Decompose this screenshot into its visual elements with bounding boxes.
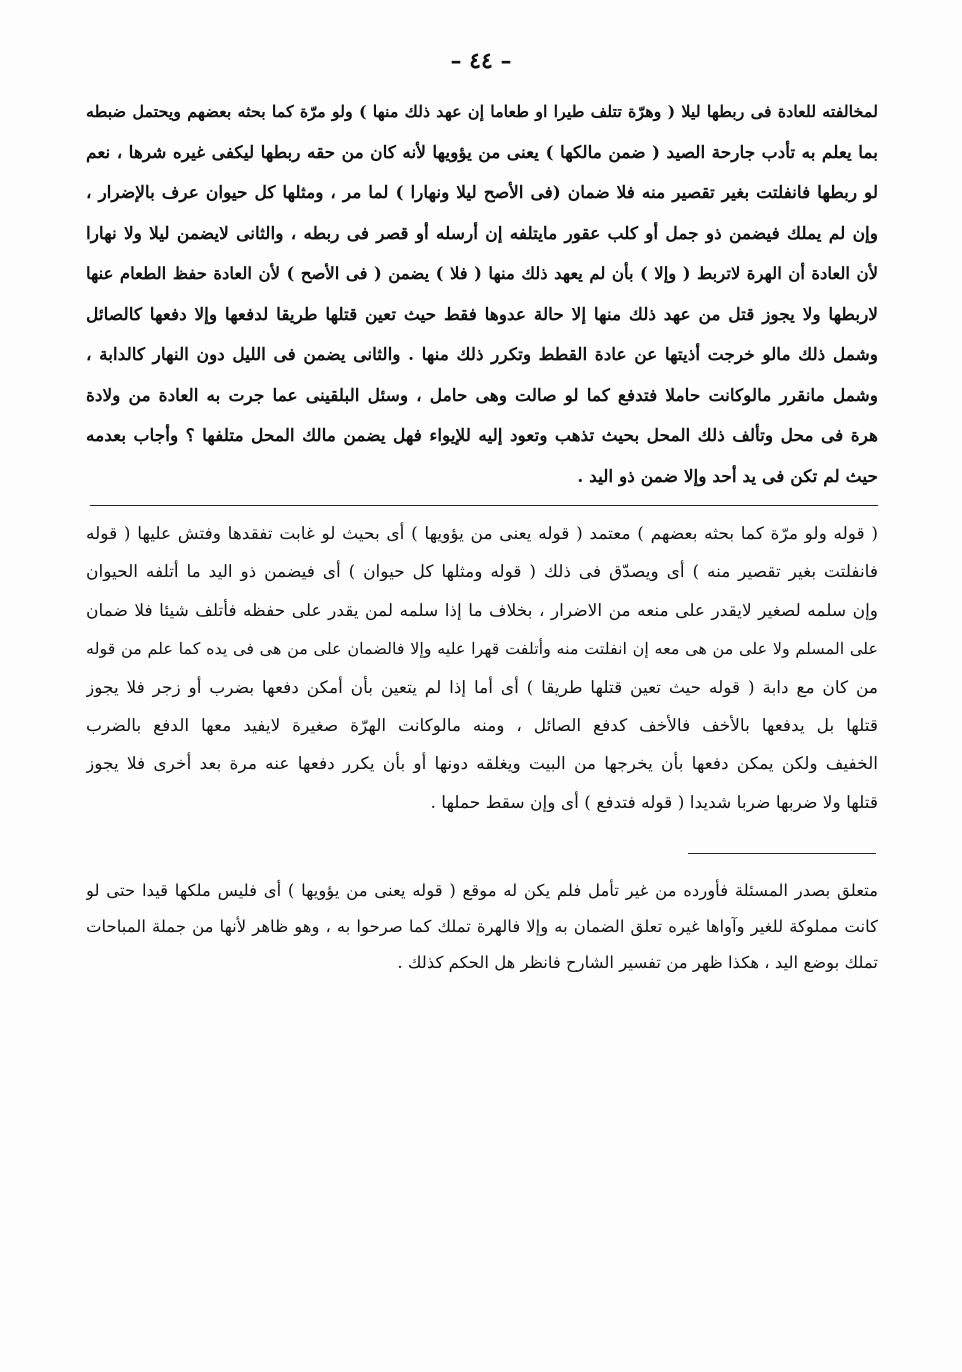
main-text-line: لو ربطها فانفلتت بغير تقصير منه فلا ضمان (فى الأصح ليلا ونهارا ) لما مر ، ومثلها كل حيوان عرف بالإضرار ، xyxy=(86,183,878,203)
commentary-line: وإن سلمه لصغير لايقدر على منعه من الاضرار ، بخلاف ما إذا سلمه لمن يقدر على حفظه فأتلف شيئا فلا ضمان xyxy=(86,600,878,621)
main-text-line: لأن العادة أن الهرة لاتربط ( وإلا ) بأن لم يعهد ذلك منها ( فلا ) يضمن ( فى الأصح ) لأن العادة حفظ الطعام عنها xyxy=(86,264,878,283)
section-divider xyxy=(90,505,878,506)
commentary-line: قتلها ولا ضربها ضربا شديدا ( قوله فتدفع ) أى وإن سقط حملها . xyxy=(430,792,878,813)
commentary-line: من كان مع دابة ( قوله حيث تعين قتلها طريقا ) أى أما إذا لم يتعين بأن أمكن دفعها بضرب أو زجر فلا يجوز xyxy=(86,677,878,698)
commentary-line: ( قوله ولو مرّة كما بحثه بعضهم ) معتمد ( قوله يعنى من يؤويها ) أى بحيث لو غابت تفقدها وفتش عليها ( قوله xyxy=(86,524,878,544)
main-text-line: هرة فى محل وتألف ذلك المحل بحيث تذهب وتعود إليه للإيواء فهل يضمن مالك المحل متلفها ؟ وأجاب بعدمه xyxy=(86,426,878,446)
main-text-line: لاربطها ولا يجوز قتل من عهد ذلك منها إلا حالة عدوها فقط حيث تعين قتلها طريقا لدفعها وإلا دفعها كالصائل xyxy=(86,304,878,325)
footnote-divider xyxy=(688,853,876,854)
commentary-line: قتلها بل يدفعها بالأخف فالأخف كدفع الصائل ، ومنه مالوكانت الهرّة صغيرة لايفيد معها الدفع بالضرب xyxy=(86,715,878,736)
main-text-line: وإن لم يملك فيضمن ذو جمل أو كلب عقور مايتلفه إن أرسله أو قصر فى ربطه ، والثانى لايضمن ليلا ولا نهارا xyxy=(86,223,878,244)
main-text-line: لمخالفته للعادة فى ربطها ليلا ( وهرّة تتلف طيرا او طعاما إن عهد ذلك منها ) ولو مرّة كما بحثه بعضهم ويحتمل ضبطه xyxy=(86,102,878,121)
page-number: – ٤٤ – xyxy=(450,48,512,74)
commentary-line: الخفيف ولكن يمكن دفعها بأن يخرجها من البيت ويغلقه دونها أو بأن يكرر دفعها عنه مرة بعد أخرى فلا يجوز xyxy=(86,754,878,775)
commentary-line: على المسلم ولا على من هى معه إن انفلتت منه وأتلفت قهرا عليه وإلا فالضمان على من هى فى يده كما علم من قوله xyxy=(86,639,878,659)
commentary-block xyxy=(86,515,878,822)
gloss-line: تملك بوضع اليد ، هكذا ظهر من تفسير الشارح فانظر هل الحكم كذلك . xyxy=(397,953,878,972)
main-text-line: بما يعلم به تأدب جارحة الصيد ( ضمن مالكها ) يعنى من يؤويها لأنه كان من حقه ربطها ليكفى غيره شرها ، نعم xyxy=(86,142,878,163)
commentary-line: فانفلتت بغير تقصير منه ) أى ويصدّق فى ذلك ( قوله ومثلها كل حيوان ) أى فيضمن ذو اليد ما أتلفه الحيوان xyxy=(86,562,878,583)
main-text-line: وشمل ذلك مالو خرجت أذيتها عن عادة القطط وتكرر ذلك منها . والثانى يضمن فى الليل دون النهار كالدابة ، xyxy=(86,345,878,365)
main-text-line: وشمل مانقرر مالوكانت حاملا فتدفع كما لو صالت وهى حامل ، وسئل البلقينى عما جرت به العادة من ولادة xyxy=(86,385,878,406)
main-text-line: حيث لم تكن فى يد أحد وإلا ضمن ذو اليد . xyxy=(577,466,878,487)
gloss-block xyxy=(86,873,878,981)
gloss-line: كانت مملوكة للغير وآواها غيره تعلق الضمان به وإلا فالهرة تملك كما صرحوا به ، وهو ظاهر لأنها من جملة المباحات xyxy=(86,917,878,936)
main-text-block xyxy=(86,92,878,497)
gloss-line: متعلق بصدر المسئلة فأورده من غير تأمل فلم يكن له موقع ( قوله يعنى من يؤويها ) أى فليس ملكها قيدا حتى لو xyxy=(86,881,878,900)
